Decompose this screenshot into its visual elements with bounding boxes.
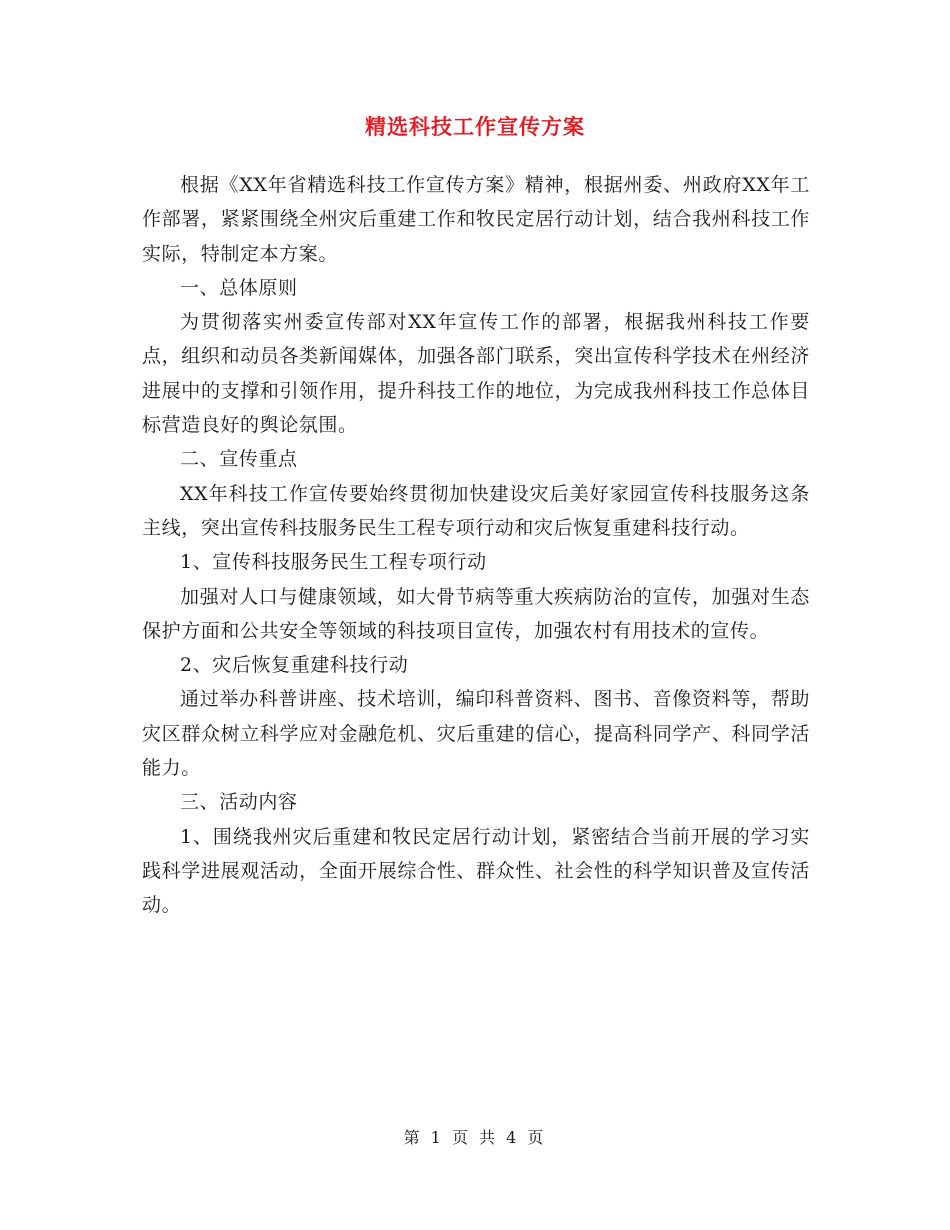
section-heading-publicity-focus: 二、宣传重点 (180, 448, 298, 471)
section-heading-activities: 三、活动内容 (180, 791, 298, 814)
document-body (142, 168, 810, 923)
subheading-reconstruction-action: 2、灾后恢复重建科技行动 (180, 654, 409, 677)
paragraph-general-principles: 为贯彻落实州委宣传部对XX年宣传工作的部署，根据我州科技工作要点，组织和动员各类新闻媒体，加强各部门联系，突出宣传科学技术在州经济进展中的支撑和引领作用，提升科技工作的地位，为完成我州科技工作总体目标营造良好的舆论氛围。 (142, 311, 810, 437)
paragraph-livelihood-action: 加强对人口与健康领域，如大骨节病等重大疾病防治的宣传，加强对生态保护方面和公共安全等领域的科技项目宣传，加强农村有用技术的宣传。 (142, 585, 810, 642)
document-title: 精选科技工作宣传方案 (365, 114, 585, 139)
subheading-livelihood-action: 1、宣传科技服务民生工程专项行动 (180, 551, 487, 574)
paragraph-intro: 根据《XX年省精选科技工作宣传方案》精神，根据州委、州政府XX年工作部署，紧紧围绕全州灾后重建工作和牧民定居行动计划，结合我州科技工作实际，特制定本方案。 (142, 174, 810, 265)
paragraph-activities-1: 1、围绕我州灾后重建和牧民定居行动计划，紧密结合当前开展的学习实践科学进展观活动，全面开展综合性、群众性、社会性的科学知识普及宣传活动。 (142, 825, 810, 917)
paragraph-publicity-focus: XX年科技工作宣传要始终贯彻加快建设灾后美好家园宣传科技服务这条主线，突出宣传科技服务民生工程专项行动和灾后恢复重建科技行动。 (142, 482, 810, 539)
paragraph-reconstruction-action: 通过举办科普讲座、技术培训，编印科普资料、图书、音像资料等，帮助灾区群众树立科学应对金融危机、灾后重建的信心，提高科同学产、科同学活能力。 (142, 688, 810, 780)
page-number-footer: 第 1 页 共 4 页 (403, 1128, 547, 1147)
section-heading-general-principles: 一、总体原则 (180, 276, 298, 299)
